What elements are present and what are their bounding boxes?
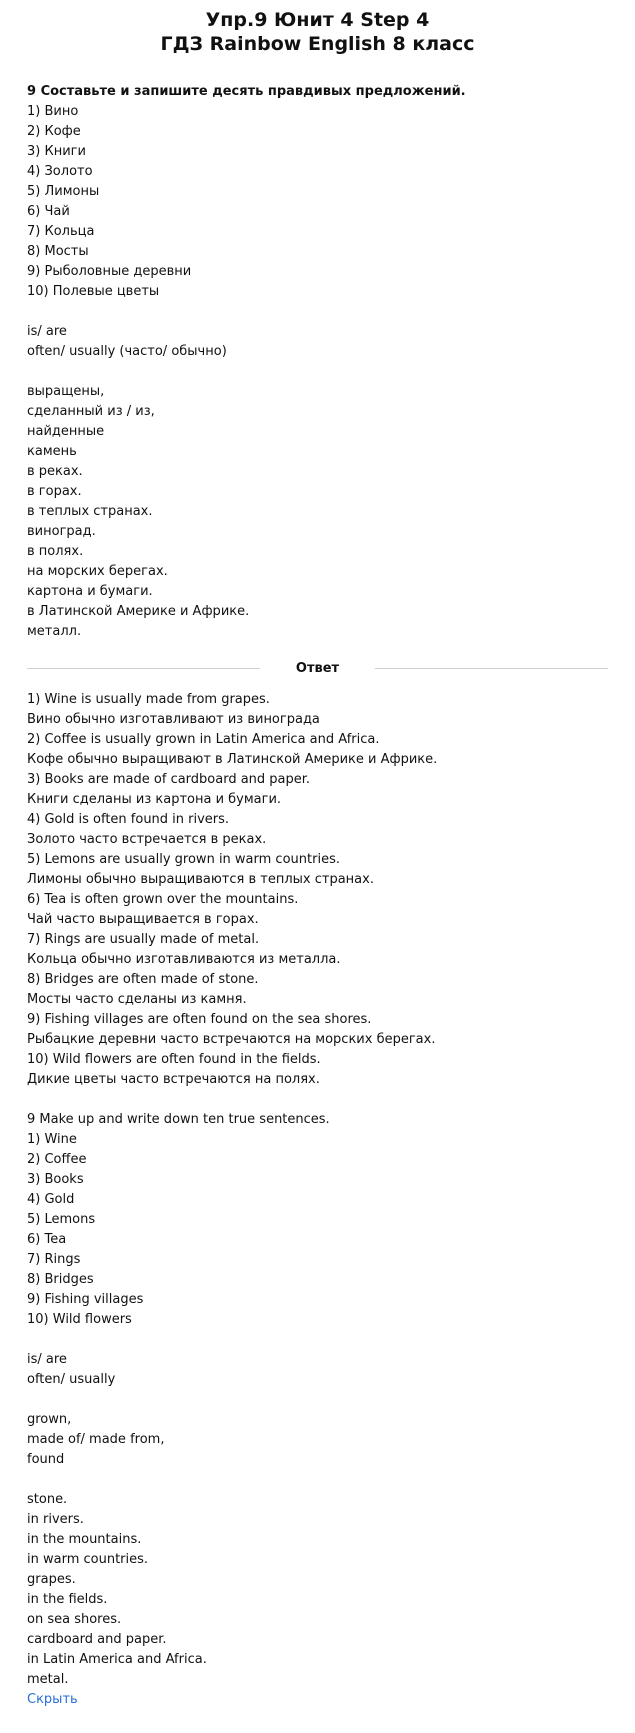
content xyxy=(0,82,635,1710)
answer-line: 1) Wine is usually made from grapes. xyxy=(27,692,270,707)
divider-rule-left xyxy=(27,668,260,669)
answer-line: 6) Tea is often grown over the mountains. xyxy=(27,892,299,907)
translation-line: on sea shores. xyxy=(27,1612,122,1627)
page-title-line-2: ГДЗ Rainbow English 8 класс xyxy=(160,33,475,55)
answer-line: Чай часто выращивается в горах. xyxy=(27,912,259,927)
translation-line: 9) Fishing villages xyxy=(27,1292,144,1307)
task-line: 2) Кофе xyxy=(27,124,81,139)
answer-block xyxy=(27,690,608,1710)
page-title xyxy=(0,8,635,56)
translation-line: made of/ made from, xyxy=(27,1432,165,1447)
task-line: often/ usually (часто/ обычно) xyxy=(27,344,227,359)
task-line: картона и бумаги. xyxy=(27,584,153,599)
task-line: в полях. xyxy=(27,544,84,559)
task-line: 10) Полевые цветы xyxy=(27,284,160,299)
translation-lines xyxy=(27,1110,608,1690)
translation-line: 7) Rings xyxy=(27,1252,81,1267)
task-line: в теплых странах. xyxy=(27,504,153,519)
task-line xyxy=(27,362,608,382)
task-line: камень xyxy=(27,444,77,459)
task-heading: 9 Составьте и запишите десять правдивых предложений. xyxy=(27,84,466,99)
task-line: в горах. xyxy=(27,484,82,499)
answer-line: 2) Coffee is usually grown in Latin America and Africa. xyxy=(27,732,380,747)
task-line: 8) Мосты xyxy=(27,244,89,259)
translation-line: grown, xyxy=(27,1412,72,1427)
translation-line: grapes. xyxy=(27,1572,76,1587)
task-line: виноград. xyxy=(27,524,96,539)
translation-line: 8) Bridges xyxy=(27,1272,94,1287)
answer-label: Ответ xyxy=(295,660,340,676)
answer-line: 7) Rings are usually made of metal. xyxy=(27,932,260,947)
task-line: 9) Рыболовные деревни xyxy=(27,264,192,279)
answer-line: 10) Wild flowers are often found in the fields. xyxy=(27,1052,321,1067)
task-line: 1) Вино xyxy=(27,104,79,119)
task-line: найденные xyxy=(27,424,105,439)
task-line: сделанный из / из, xyxy=(27,404,155,419)
hide-link[interactable]: Скрыть xyxy=(27,1692,78,1707)
page xyxy=(0,8,635,1710)
task-block xyxy=(27,82,608,642)
page-title-line-1: Упр.9 Юнит 4 Step 4 xyxy=(205,9,430,31)
translation-line: in warm countries. xyxy=(27,1552,149,1567)
translation-line xyxy=(27,1330,608,1350)
task-lines xyxy=(27,102,608,642)
translation-line: stone. xyxy=(27,1492,68,1507)
task-line: в Латинской Америке и Африке. xyxy=(27,604,250,619)
translation-line: 3) Books xyxy=(27,1172,84,1187)
answer-line: Кольца обычно изготавливаются из металла. xyxy=(27,952,341,967)
task-line: 7) Кольца xyxy=(27,224,95,239)
translation-line: often/ usually xyxy=(27,1372,116,1387)
answer-line: Лимоны обычно выращиваются в теплых странах. xyxy=(27,872,374,887)
answer-line: Золото часто встречается в реках. xyxy=(27,832,267,847)
answer-line: Дикие цветы часто встречаются на полях. xyxy=(27,1072,320,1087)
spacer-line xyxy=(27,1090,608,1110)
answer-line: Кофе обычно выращивают в Латинской Америке и Африке. xyxy=(27,752,438,767)
translation-line: in the mountains. xyxy=(27,1532,142,1547)
translation-line: metal. xyxy=(27,1672,69,1687)
answer-line: 4) Gold is often found in rivers. xyxy=(27,812,230,827)
task-line: 4) Золото xyxy=(27,164,93,179)
divider-rule-right xyxy=(375,668,608,669)
answer-line: 8) Bridges are often made of stone. xyxy=(27,972,259,987)
task-line xyxy=(27,302,608,322)
translation-line: 4) Gold xyxy=(27,1192,75,1207)
task-line: на морских берегах. xyxy=(27,564,168,579)
translation-line: in the fields. xyxy=(27,1592,108,1607)
translation-line: 1) Wine xyxy=(27,1132,77,1147)
translation-line: 2) Coffee xyxy=(27,1152,87,1167)
task-line: выращены, xyxy=(27,384,105,399)
translation-line: 10) Wild flowers xyxy=(27,1312,132,1327)
answer-line: Книги сделаны из картона и бумаги. xyxy=(27,792,282,807)
translation-line: 9 Make up and write down ten true sentences. xyxy=(27,1112,330,1127)
answer-line: Вино обычно изготавливают из винограда xyxy=(27,712,320,727)
answer-line: Мосты часто сделаны из камня. xyxy=(27,992,247,1007)
answer-line: 3) Books are made of cardboard and paper. xyxy=(27,772,311,787)
answer-divider xyxy=(27,658,608,678)
task-line: is/ are xyxy=(27,324,67,339)
translation-line: cardboard and paper. xyxy=(27,1632,167,1647)
task-line: 5) Лимоны xyxy=(27,184,100,199)
task-line: металл. xyxy=(27,624,82,639)
answer-line: 5) Lemons are usually grown in warm countries. xyxy=(27,852,340,867)
answer-line: Рыбацкие деревни часто встречаются на морских берегах. xyxy=(27,1032,436,1047)
translation-line xyxy=(27,1470,608,1490)
translation-line: is/ are xyxy=(27,1352,67,1367)
answer-line: 9) Fishing villages are often found on the sea shores. xyxy=(27,1012,372,1027)
translation-line: found xyxy=(27,1452,65,1467)
task-line: 6) Чай xyxy=(27,204,70,219)
translation-line: in rivers. xyxy=(27,1512,84,1527)
task-line: в реках. xyxy=(27,464,83,479)
translation-line: 5) Lemons xyxy=(27,1212,96,1227)
translation-line: 6) Tea xyxy=(27,1232,67,1247)
translation-line xyxy=(27,1390,608,1410)
task-line: 3) Книги xyxy=(27,144,86,159)
translation-line: in Latin America and Africa. xyxy=(27,1652,207,1667)
answer-lines xyxy=(27,690,608,1090)
